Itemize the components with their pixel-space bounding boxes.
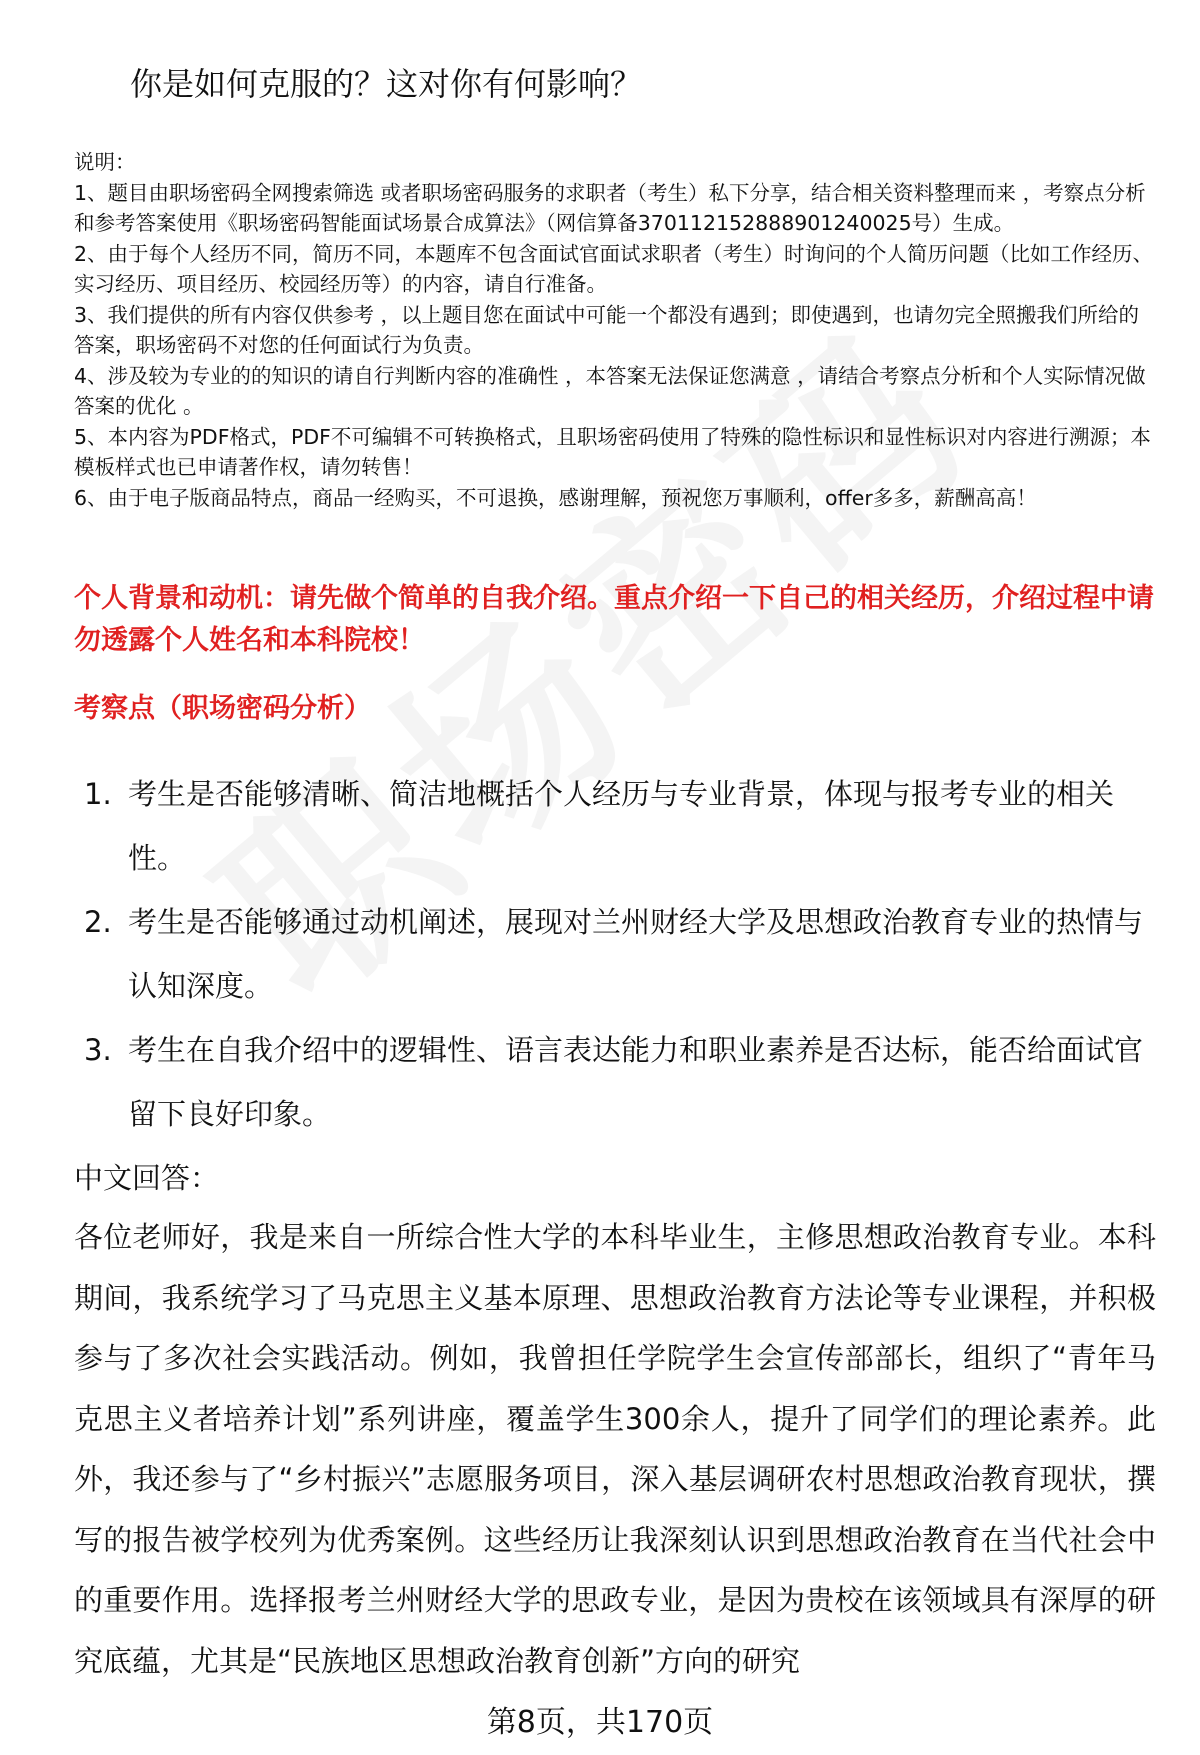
analysis-points	[74, 762, 1154, 1146]
point-text: 考生是否能够通过动机阐述，展现对兰州财经大学及思想政治教育专业的热情与认知深度。	[128, 905, 1144, 1003]
question-continuation: 你是如何克服的？这对你有何影响？	[130, 65, 643, 103]
note-item: 1、题目由职场密码全网搜索筛选 或者职场密码服务的求职者（考生）私下分享，结合相关资料整理而来 ，考察点分析和参考答案使用《职场密码智能面试场景合成算法》（网信算备370112152888901240025号）生成。	[74, 180, 1146, 235]
point-text: 考生是否能够清晰、简洁地概括个人经历与专业背景，体现与报考专业的相关性。	[128, 777, 1115, 875]
analysis-heading: 考察点（职场密码分析）	[74, 693, 371, 724]
analysis-point	[74, 1018, 1154, 1146]
note-item: 5、本内容为PDF格式，PDF不可编辑不可转换格式，且职场密码使用了特殊的隐性标识和显性标识对内容进行溯源；本模板样式也已申请著作权，请勿转售！	[74, 424, 1151, 479]
notes-block	[74, 147, 1154, 513]
page-footer: 第8页，共170页	[486, 1705, 714, 1740]
point-number: 3.	[84, 1033, 112, 1067]
note-item: 2、由于每个人经历不同，简历不同，本题库不包含面试官面试求职者（考生）时询问的个人简历问题（比如工作经历、实习经历、项目经历、校园经历等）的内容，请自行准备。	[74, 241, 1154, 296]
note-item: 4、涉及较为专业的的知识的请自行判断内容的准确性 ，本答案无法保证您满意 ，请结合考察点分析和个人实际情况做答案的优化 。	[74, 363, 1146, 418]
notes-label: 说明：	[74, 150, 136, 174]
answer-label: 中文回答：	[74, 1161, 220, 1195]
analysis-point	[74, 890, 1154, 1018]
note-item: 6、由于电子版商品特点，商品一经购买，不可退换，感谢理解，预祝您万事顺利，offer多多，薪酬高高！	[74, 485, 1037, 510]
note-item: 3、我们提供的所有内容仅供参考 ，以上题目您在面试中可能一个都没有遇到；即使遇到，也请勿完全照搬我们所给的答案，职场密码不对您的任何面试行为负责。	[74, 302, 1140, 357]
answer-text: 各位老师好，我是来自一所综合性大学的本科毕业生，主修思想政治教育专业。本科期间，我系统学习了马克思主义基本原理、思想政治教育方法论等专业课程，并积极参与了多次社会实践活动。例如，我曾担任学院学生会宣传部部长，组织了“青年马克思主义者培养计划”系列讲座，覆盖学生300余人，提升了同学们的理论素养。此外，我还参与了“乡村振兴”志愿服务项目，深入基层调研农村思想政治教育现状，撰写的报告被学校列为优秀案例。这些经历让我深刻认识到思想政治教育在当代社会中的重要作用。选择报考兰州财经大学的思政专业，是因为贵校在该领域具有深厚的研究底蕴，尤其是“民族地区思想政治教育创新”方向的研究	[74, 1220, 1156, 1678]
analysis-point	[74, 762, 1154, 890]
point-text: 考生在自我介绍中的逻辑性、语言表达能力和职业素养是否达标，能否给面试官留下良好印象。	[128, 1033, 1144, 1131]
point-number: 1.	[84, 777, 112, 811]
point-number: 2.	[84, 905, 112, 939]
question-heading: 个人背景和动机：请先做个简单的自我介绍。重点介绍一下自己的相关经历，介绍过程中请勿透露个人姓名和本科院校！	[74, 583, 1154, 656]
